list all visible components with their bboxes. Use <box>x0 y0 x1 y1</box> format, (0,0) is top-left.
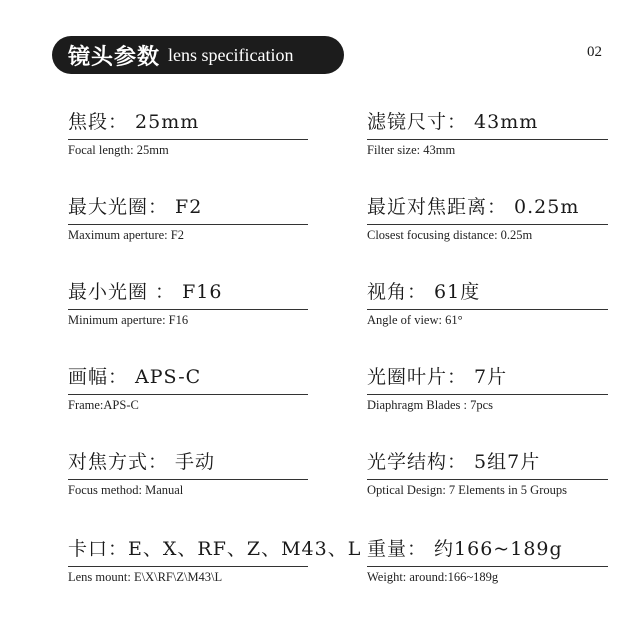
spec-label-en: Minimum aperture: F16 <box>68 313 189 327</box>
divider <box>68 394 308 395</box>
spec-label-cn: 滤镜尺寸： 43mm <box>367 111 539 133</box>
title-banner <box>52 36 344 74</box>
spec-optical-design <box>367 448 608 498</box>
spec-closest-focus <box>367 193 608 243</box>
title-chinese: 镜头参数 <box>68 43 161 70</box>
title-english: lens specification <box>168 44 294 65</box>
divider <box>68 224 308 225</box>
divider <box>68 309 308 310</box>
divider <box>367 394 608 395</box>
spec-label-en: Focus method: Manual <box>68 483 184 497</box>
spec-filter-size <box>367 108 608 158</box>
spec-label-en: Optical Design: 7 Elements in 5 Groups <box>367 483 567 497</box>
spec-label-cn: 最大光圈： F2 <box>68 196 203 218</box>
page-number: 02 <box>587 44 602 60</box>
spec-label-en: Focal length: 25mm <box>68 143 169 157</box>
divider <box>68 139 308 140</box>
spec-label-cn: 最近对焦距离： 0.25m <box>367 196 580 218</box>
spec-focus-method <box>68 448 308 498</box>
divider <box>367 224 608 225</box>
spec-diaphragm-blades <box>367 363 608 413</box>
spec-label-en: Lens mount: E\X\RF\Z\M43\L <box>68 570 223 584</box>
divider <box>68 479 308 480</box>
spec-weight <box>367 535 608 585</box>
spec-label-cn: 光圈叶片： 7片 <box>367 366 508 388</box>
spec-label-cn: 重量： 约166~189g <box>367 538 563 560</box>
divider <box>367 566 608 567</box>
spec-max-aperture <box>68 193 308 243</box>
spec-frame <box>68 363 308 413</box>
divider <box>68 566 308 567</box>
spec-label-en: Maximum aperture: F2 <box>68 228 184 242</box>
spec-lens-mount <box>68 535 362 585</box>
spec-label-cn: 画幅： APS-C <box>68 366 202 388</box>
spec-label-cn: 光学结构： 5组7片 <box>367 451 541 473</box>
spec-label-en: Diaphragm Blades : 7pcs <box>367 398 494 412</box>
spec-label-en: Weight: around:166~189g <box>367 570 499 584</box>
divider <box>367 309 608 310</box>
spec-label-en: Angle of view: 61° <box>367 313 463 327</box>
spec-label-cn: 卡口：E、X、RF、Z、M43、L <box>68 538 362 560</box>
spec-label-en: Closest focusing distance: 0.25m <box>367 228 533 242</box>
spec-label-cn: 视角： 61度 <box>367 281 481 303</box>
spec-label-cn: 最小光圈 ： F16 <box>68 281 223 303</box>
divider <box>367 479 608 480</box>
spec-angle-of-view <box>367 278 608 328</box>
spec-label-cn: 对焦方式： 手动 <box>68 451 216 473</box>
spec-label-en: Frame:APS-C <box>68 398 139 412</box>
divider <box>367 139 608 140</box>
spec-min-aperture <box>68 278 308 328</box>
spec-label-cn: 焦段： 25mm <box>68 111 200 133</box>
spec-focal-length <box>68 108 308 158</box>
spec-label-en: Filter size: 43mm <box>367 143 456 157</box>
